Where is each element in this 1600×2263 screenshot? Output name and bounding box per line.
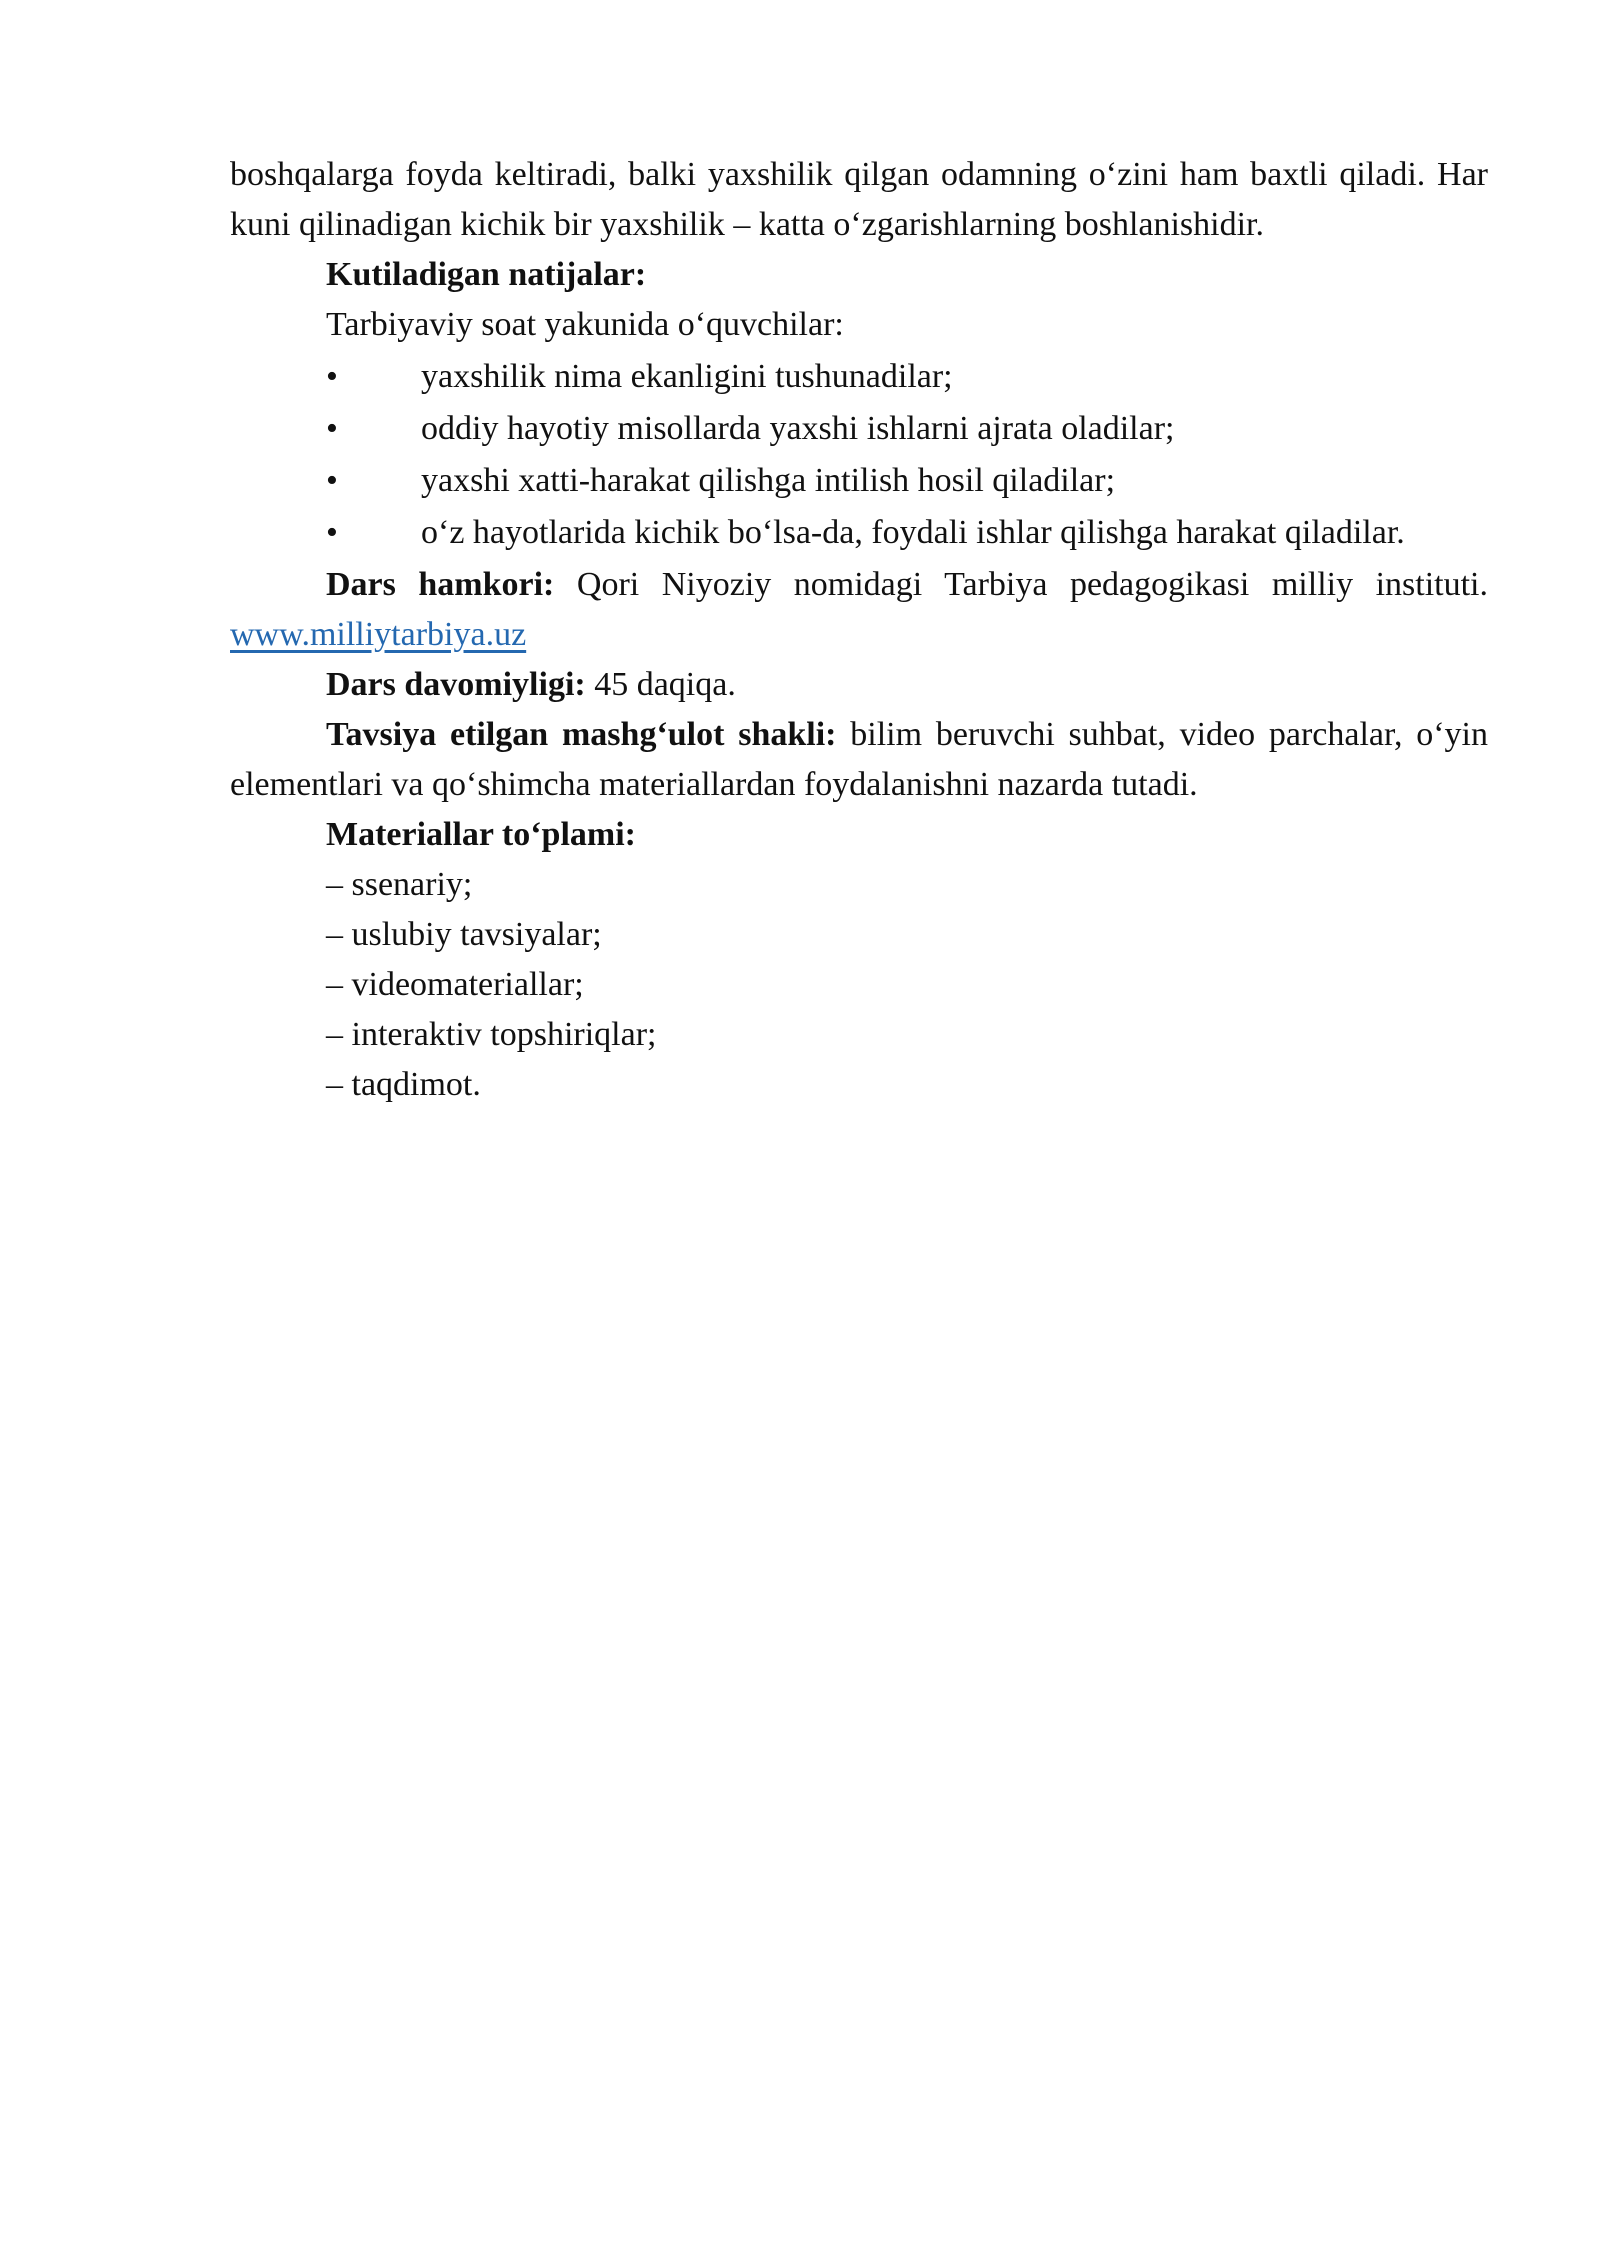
- list-item: [230, 456, 1488, 506]
- list-item: [230, 404, 1488, 454]
- duration-text: 45 daqiqa.: [594, 666, 736, 703]
- form-text: bilim beruvchi suhbat, video parchalar, o‘yin elementlari va qo‘shimcha materiallardan foydalanishni nazarda tutadi.: [230, 716, 1489, 803]
- list-item-text: oddiy hayotiy misollarda yaxshi ishlarni ajrata oladilar;: [421, 410, 1175, 447]
- document-page: [230, 150, 1488, 1110]
- partner-paragraph: [230, 560, 1488, 660]
- list-item-text: yaxshilik nima ekanligini tushunadilar;: [421, 358, 953, 395]
- intro-paragraph: boshqalarga foyda keltiradi, balki yaxshilik qilgan odamning o‘zini ham baxtli qiladi. Har kuni qilinadigan kichik bir yaxshilik – katta o‘zgarishlarning boshlanishidir.: [230, 156, 1488, 243]
- partner-link[interactable]: www.milliytarbiya.uz: [230, 616, 527, 653]
- bullet-icon: •: [326, 462, 338, 499]
- list-item-text: yaxshi xatti-harakat qilishga intilish hosil qiladilar;: [421, 462, 1116, 499]
- materials-list: [230, 860, 1488, 1110]
- list-item: – taqdimot.: [326, 1066, 481, 1103]
- results-heading: Kutiladigan natijalar:: [326, 256, 647, 293]
- results-lead: Tarbiyaviy soat yakunida o‘quvchilar:: [326, 306, 844, 343]
- duration-label: Dars davomiyligi:: [326, 666, 586, 703]
- partner-label: Dars hamkori:: [326, 566, 555, 603]
- bullet-icon: •: [326, 410, 338, 447]
- list-item: – ssenariy;: [326, 866, 473, 903]
- bullet-icon: •: [326, 358, 338, 395]
- materials-heading: Materiallar to‘plami:: [326, 816, 637, 853]
- list-item: [230, 508, 1488, 558]
- bullet-icon: •: [326, 514, 338, 551]
- list-item: – interaktiv topshiriqlar;: [326, 1016, 657, 1053]
- form-paragraph: [230, 710, 1488, 810]
- list-item-text: o‘z hayotlarida kichik bo‘lsa-da, foydali ishlar qilishga harakat qiladilar.: [421, 514, 1405, 551]
- list-item: – videomateriallar;: [326, 966, 584, 1003]
- list-item: [230, 352, 1488, 402]
- partner-text: Qori Niyoziy nomidagi Tarbiya pedagogikasi milliy instituti.: [576, 566, 1488, 603]
- duration-paragraph: [230, 660, 1488, 710]
- form-label: Tavsiya etilgan mashg‘ulot shakli:: [326, 716, 837, 753]
- list-item: – uslubiy tavsiyalar;: [326, 916, 602, 953]
- results-list: [230, 352, 1488, 558]
